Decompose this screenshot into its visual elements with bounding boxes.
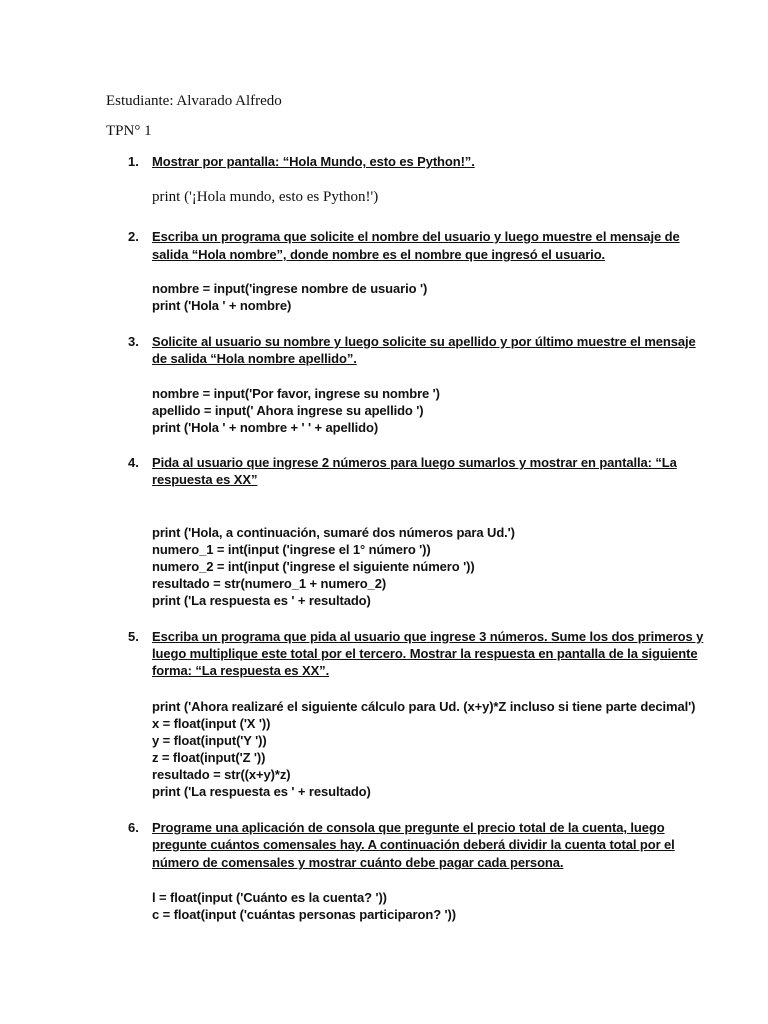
- code-line: resultado = str(numero_1 + numero_2): [152, 576, 387, 591]
- code-line: z = float(input('Z ')): [152, 750, 266, 765]
- code-line: nombre = input('ingrese nombre de usuario '): [152, 281, 428, 296]
- question-text: salida “Hola nombre”, donde nombre es el nombre que ingresó el usuario.: [152, 247, 606, 262]
- code-line: print ('La respuesta es ' + resultado): [152, 784, 371, 799]
- question-text: Escriba un programa que solicite el nombre del usuario y luego muestre el mensaje de: [152, 229, 680, 244]
- code-line: resultado = str((x+y)*z): [152, 767, 291, 782]
- item-number: 4.: [128, 455, 139, 470]
- code-block: [152, 524, 515, 609]
- code-line: print ('Ahora realizaré el siguiente cálculo para Ud. (x+y)*Z incluso si tiene parte decimal'): [152, 699, 696, 714]
- question-text: de salida “Hola nombre apellido”.: [152, 351, 357, 366]
- code-line: print ('Hola ' + nombre + ' ' + apellido): [152, 420, 379, 435]
- question-text: Solicite al usuario su nombre y luego solicite su apellido y por último muestre el mensaje: [152, 334, 696, 349]
- question-text: Mostrar por pantalla: “Hola Mundo, esto es Python!”.: [152, 154, 475, 169]
- item-number: 1.: [128, 154, 139, 169]
- code-line: x = float(input ('X ')): [152, 716, 271, 731]
- code-line: c = float(input ('cuántas personas participaron? ')): [152, 907, 456, 922]
- item-number: 5.: [128, 629, 139, 644]
- code-block: [152, 280, 427, 314]
- question-text: número de comensales y mostrar cuánto debe pagar cada persona.: [152, 855, 564, 870]
- item-number: 3.: [128, 334, 139, 349]
- assignment-title: TPN° 1: [106, 123, 152, 139]
- code-line: numero_2 = int(input ('ingrese el siguiente número ')): [152, 559, 475, 574]
- code-block: [152, 698, 695, 800]
- code-line: print ('¡Hola mundo, esto es Python!'): [152, 189, 379, 205]
- code-line: apellido = input(' Ahora ingrese su apellido '): [152, 403, 424, 418]
- code-line: print ('Hola, a continuación, sumaré dos números para Ud.'): [152, 525, 515, 540]
- question-text: luego multiplique este total por el tercero. Mostrar la respuesta en pantalla de la siguiente: [152, 646, 698, 661]
- question-text: pregunte cuántos comensales hay. A continuación deberá dividir la cuenta total por el: [152, 837, 675, 852]
- question-text: forma: “La respuesta es XX”.: [152, 663, 330, 678]
- question-text: respuesta es XX”: [152, 472, 258, 487]
- question-text: Escriba un programa que pida al usuario que ingrese 3 números. Sume los dos primeros y: [152, 629, 704, 644]
- code-line: y = float(input('Y ')): [152, 733, 267, 748]
- code-line: print ('Hola ' + nombre): [152, 298, 292, 313]
- item-number: 6.: [128, 820, 139, 835]
- code-block: [152, 889, 456, 923]
- code-line: numero_1 = int(input ('ingrese el 1° número ')): [152, 542, 431, 557]
- item-number: 2.: [128, 229, 139, 244]
- code-line: print ('La respuesta es ' + resultado): [152, 593, 371, 608]
- student-name: Estudiante: Alvarado Alfredo: [106, 93, 282, 109]
- code-line: nombre = input('Por favor, ingrese su nombre '): [152, 386, 440, 401]
- question-text: Programe una aplicación de consola que pregunte el precio total de la cuenta, luego: [152, 820, 665, 835]
- code-block: [152, 385, 440, 436]
- question-text: Pida al usuario que ingrese 2 números para luego sumarlos y mostrar en pantalla: “La: [152, 455, 677, 470]
- code-line: l = float(input ('Cuánto es la cuenta? ')): [152, 890, 387, 905]
